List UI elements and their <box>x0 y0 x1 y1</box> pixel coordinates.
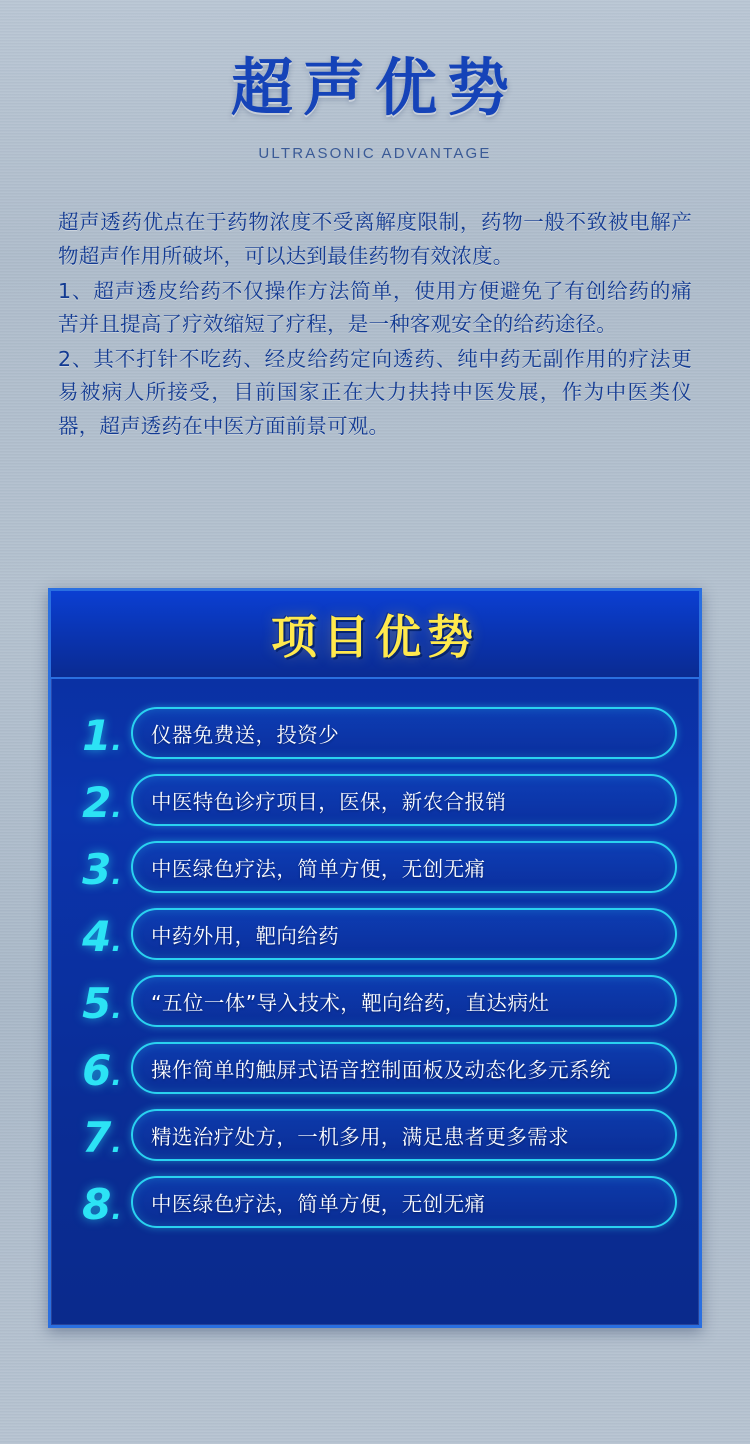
advantage-panel-header <box>51 591 699 679</box>
list-item-label: 中医特色诊疗项目，医保，新农合报销 <box>151 790 507 814</box>
page-title: 超声优势 <box>230 51 519 124</box>
list-item-pill <box>131 841 677 893</box>
list-item-number: 7. <box>82 1113 122 1162</box>
list-item-number: 1. <box>82 711 122 760</box>
list-item <box>73 1174 677 1230</box>
list-item-label: 中医绿色疗法，简单方便，无创无痛 <box>151 857 486 881</box>
list-item <box>73 705 677 761</box>
intro-text <box>58 206 692 442</box>
list-item-label: 中药外用，靶向给药 <box>151 924 340 948</box>
intro-paragraph-1: 超声透药优点在于药物浓度不受离解度限制，药物一般不致被电解产物超声作用所破坏，可以达到最佳药物有效浓度。 <box>58 210 692 268</box>
list-item-label: 精选治疗处方，一机多用，满足患者更多需求 <box>151 1125 569 1149</box>
list-item-pill <box>131 1042 677 1094</box>
list-item <box>73 839 677 895</box>
list-item-label: “五位一体”导入技术，靶向给药，直达病灶 <box>151 991 550 1015</box>
list-item-pill <box>131 1109 677 1161</box>
list-item <box>73 772 677 828</box>
list-item-label: 操作简单的触屏式语音控制面板及动态化多元系统 <box>151 1058 611 1082</box>
list-item-number: 3. <box>82 845 122 894</box>
list-item-pill <box>131 707 677 759</box>
list-item <box>73 973 677 1029</box>
list-item-number: 4. <box>82 912 122 961</box>
intro-paragraph-2: 1、超声透皮给药不仅操作方法简单，使用方便避免了有创给药的痛苦并且提高了疗效缩短了疗程，是一种客观安全的给药途径。 <box>58 278 692 336</box>
advantage-list <box>51 679 699 1248</box>
list-item-pill <box>131 774 677 826</box>
list-item-pill <box>131 908 677 960</box>
advantage-panel <box>48 588 702 1328</box>
list-item-number: 2. <box>82 778 122 827</box>
list-item-number: 6. <box>82 1046 122 1095</box>
list-item <box>73 1040 677 1096</box>
page-subtitle: ULTRASONIC ADVANTAGE <box>258 145 492 163</box>
list-item <box>73 1107 677 1163</box>
list-item-number: 5. <box>82 979 122 1028</box>
list-item-pill <box>131 975 677 1027</box>
header <box>0 0 750 162</box>
list-item <box>73 906 677 962</box>
intro-paragraph-3: 2、其不打针不吃药、经皮给药定向透药、纯中药无副作用的疗法更易被病人所接受，目前国家正在大力扶持中医发展，作为中医类仪器，超声透药在中医方面前景可观。 <box>58 347 692 438</box>
list-item-pill <box>131 1176 677 1228</box>
list-item-label: 仪器免费送，投资少 <box>151 723 340 747</box>
list-item-label: 中医绿色疗法，简单方便，无创无痛 <box>151 1192 486 1216</box>
list-item-number: 8. <box>82 1180 122 1229</box>
advantage-panel-title: 项目优势 <box>271 610 479 664</box>
